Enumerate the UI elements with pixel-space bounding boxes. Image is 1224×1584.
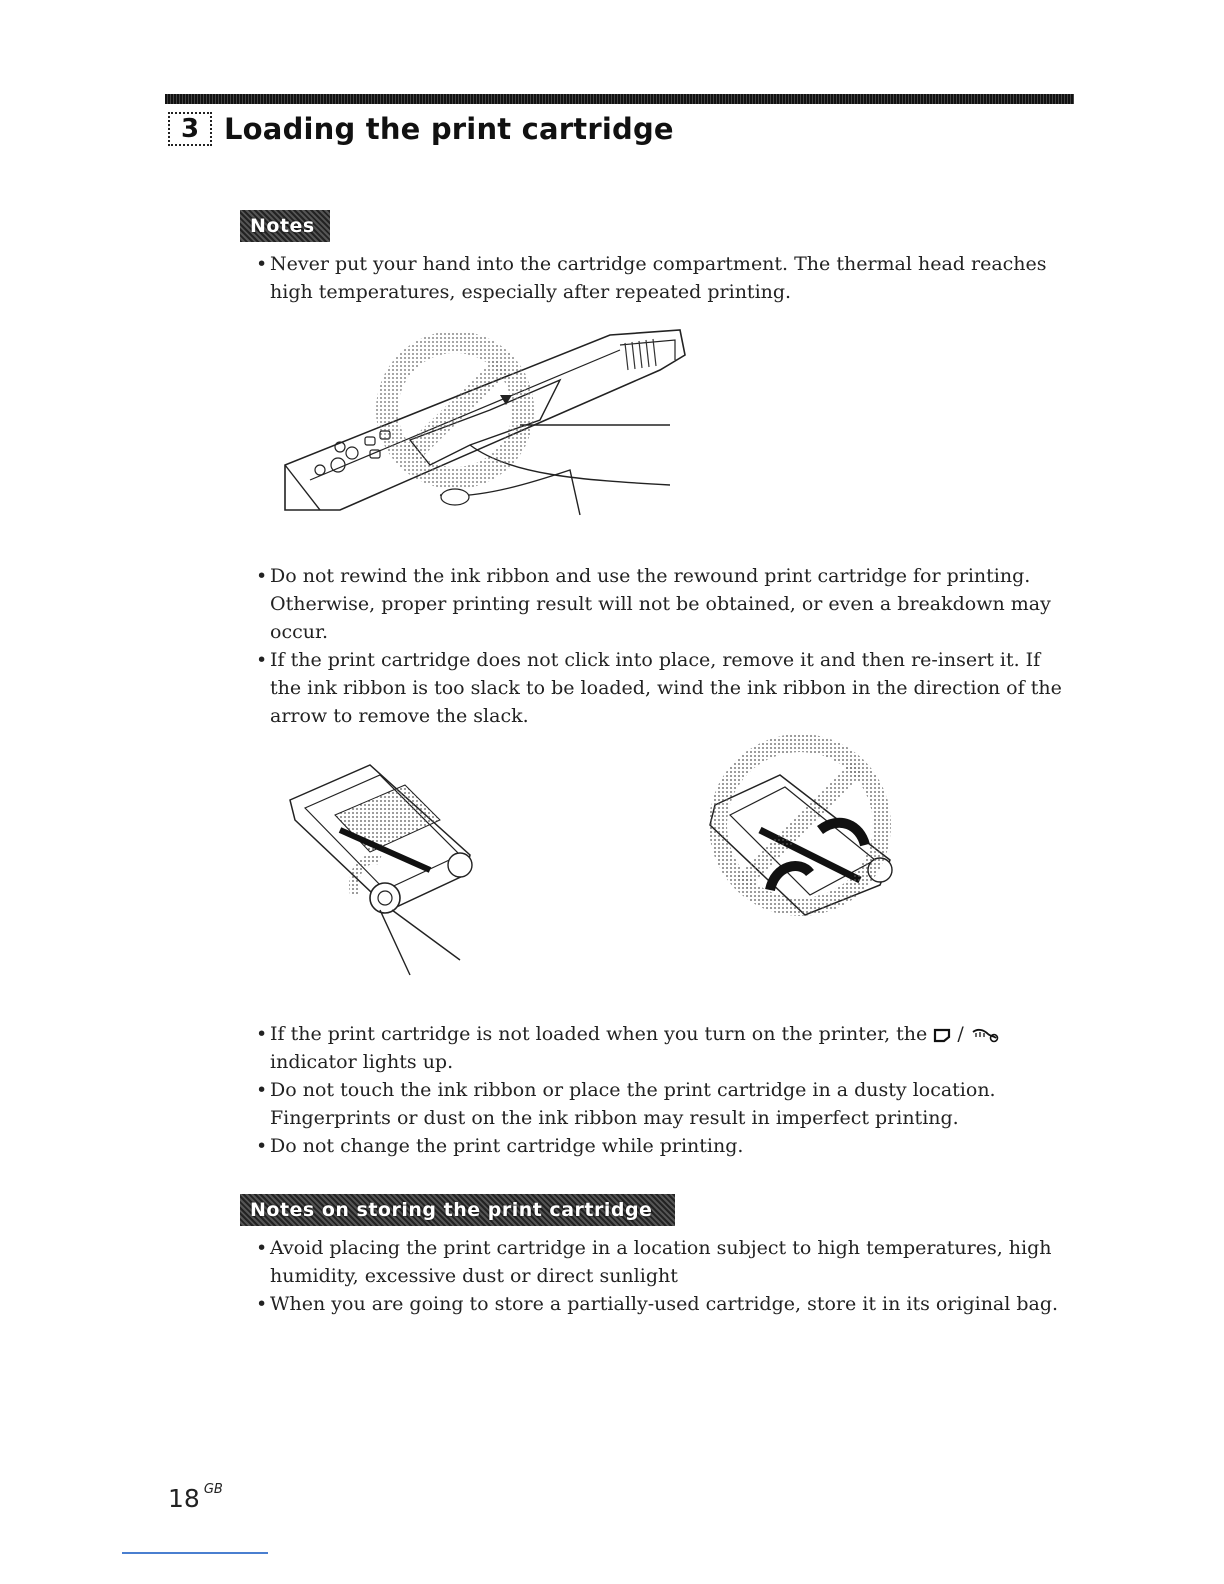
section-header-bar [165, 94, 1074, 104]
list-item: • Avoid placing the print cartridge in a location subject to high temperatures, high humidity, excessive dust or direct sunlight [256, 1234, 1076, 1290]
page-number-suffix: GB [203, 1482, 223, 1497]
page-number-value: 18 [168, 1484, 200, 1513]
list-item-indicator [256, 1020, 1076, 1076]
notes-label [240, 210, 330, 242]
list-item: • Never put your hand into the cartridge compartment. The thermal head reaches high temperatures, especially after repeated printing. [256, 250, 1076, 306]
cartridge-rewind-prohibited-illustration [690, 735, 910, 935]
notes-list-3 [256, 1020, 1076, 1160]
list-item: • Do not touch the ink ribbon or place the print cartridge in a dusty location. Fingerprints or dust on the ink ribbon may result in imperfect printing. [256, 1076, 1076, 1132]
notes-label-text: Notes [250, 215, 315, 237]
printer-hand-warning-illustration [280, 325, 700, 525]
list-item: • When you are going to store a partially-used cartridge, store it in its original bag. [256, 1290, 1076, 1318]
page-number [168, 1484, 223, 1513]
section-heading [168, 112, 674, 146]
section-title: Loading the print cartridge [224, 112, 674, 146]
indicator-slash: / [957, 1023, 964, 1045]
indicator-text-before: If the print cartridge is not loaded when you turn on the printer, the [270, 1023, 928, 1045]
cartridge-indicator-icon [933, 1027, 951, 1043]
storing-notes-list [256, 1234, 1076, 1318]
notes-list-1 [256, 250, 1076, 306]
notes-list-2 [256, 562, 1076, 730]
list-item: • Do not change the print cartridge while printing. [256, 1132, 1076, 1160]
ribbon-indicator-icon [970, 1027, 1000, 1043]
storing-notes-label-text: Notes on storing the print cartridge [250, 1199, 653, 1221]
cartridge-wind-illustration [280, 760, 500, 980]
bottom-rule [122, 1552, 268, 1554]
list-item: • If the print cartridge does not click into place, remove it and then re-insert it. If the ink ribbon is too slack to be loaded, wind the ink ribbon in the direction of the arrow to remove the slack. [256, 646, 1076, 730]
storing-notes-label [240, 1194, 675, 1226]
section-number: 3 [168, 112, 212, 146]
list-item: • Do not rewind the ink ribbon and use the rewound print cartridge for printing. Otherwise, proper printing result will not be obtained, or even a breakdown may occur. [256, 562, 1076, 646]
indicator-text-after: indicator lights up. [270, 1051, 454, 1073]
